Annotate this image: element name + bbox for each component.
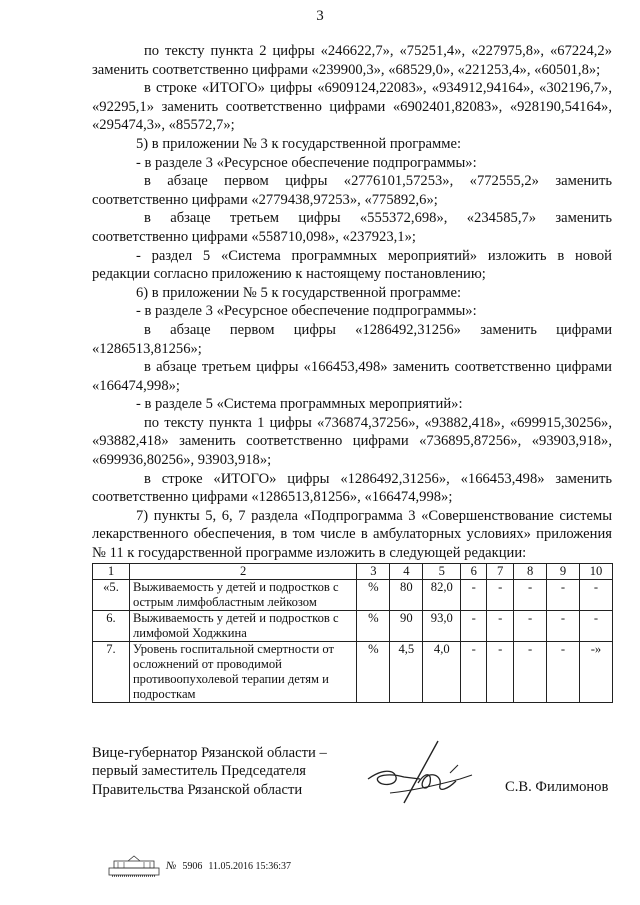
paragraph: - раздел 5 «Система программных мероприятий» изложить в новой редакции согласно приложению к настоящему постановлению; (92, 247, 612, 283)
table-cell: 90 (390, 611, 423, 642)
table-cell: 80 (390, 580, 423, 611)
header-cell: 10 (579, 564, 612, 580)
registration-datetime: 11.05.2016 15:36:37 (208, 860, 292, 872)
header-cell: 2 (129, 564, 357, 580)
table-cell: «5. (93, 580, 130, 611)
table-cell: - (547, 611, 580, 642)
position-line: Правительства Рязанской области (92, 781, 303, 798)
table-cell: 6. (93, 611, 130, 642)
paragraph: 7) пункты 5, 6, 7 раздела «Подпрограмма 3 «Совершенствование системы лекарственного обеспечения, в том числе в амбулаторных условиях» приложения № 11 к государственной программе изложить в следующей редакции: (92, 507, 612, 562)
registration-stamp (108, 855, 291, 877)
table-cell: - (461, 611, 487, 642)
paragraph: - в разделе 3 «Ресурсное обеспечение подпрограммы»: (136, 303, 477, 320)
table-cell: 93,0 (423, 611, 461, 642)
position-line: первый заместитель Председателя (92, 763, 307, 780)
paragraph: - в разделе 5 «Система программных мероприятий»: (136, 396, 463, 413)
table-cell: 7. (93, 642, 130, 703)
paragraph: - в разделе 3 «Ресурсное обеспечение подпрограммы»: (136, 154, 477, 171)
paragraph: по тексту пункта 2 цифры «246622,7», «75251,4», «227975,8», «67224,2» заменить соответственно цифрами «239900,3», «68529,0», «221253,4», «60501,8»; (92, 43, 612, 78)
table-cell: - (487, 580, 514, 611)
position-line: Вице-губернатор Рязанской области – (92, 745, 327, 761)
header-cell: 4 (390, 564, 423, 580)
paragraph: в абзаце первом цифры «1286492,31256» заменить цифрами «1286513,81256»; (92, 321, 612, 357)
amendment-table (92, 563, 613, 703)
paragraph: в строке «ИТОГО» цифры «1286492,31256», «166453,498» заменить соответственно цифрами «1286513,81256», «166474,998»; (92, 470, 612, 506)
table-cell: 4,0 (423, 642, 461, 703)
table-cell: -» (579, 642, 612, 703)
number-sign: № (166, 860, 177, 872)
table-cell: % (357, 642, 390, 703)
paragraph: 5) в приложении № 3 к государственной программе: (136, 135, 462, 152)
header-cell: 7 (487, 564, 514, 580)
table-cell: - (579, 611, 612, 642)
table-cell: Выживаемость у детей и подростков с острым лимфобластным лейкозом (129, 580, 357, 611)
paragraph: в строке «ИТОГО» цифры «6909124,22083», «934912,94164», «302196,7», «92295,1» заменить соответственно цифрами «6902401,82083», «928190,54164», «295474,3», «85572,7»; (92, 80, 612, 134)
document-body (92, 42, 612, 563)
table-row (93, 580, 613, 611)
table-cell: - (579, 580, 612, 611)
table-cell: 4,5 (390, 642, 423, 703)
table-cell: - (461, 642, 487, 703)
table-cell: 82,0 (423, 580, 461, 611)
table-cell: % (357, 580, 390, 611)
signatory-name: С.В. Филимонов (505, 779, 609, 795)
header-cell: 9 (547, 564, 580, 580)
paragraph: 6) в приложении № 5 к государственной программе: (136, 284, 462, 301)
table-cell: - (514, 611, 547, 642)
header-cell: 8 (514, 564, 547, 580)
paragraph: в абзаце третьем цифры «166453,498» заменить соответственно цифрами «166474,998»; (92, 359, 612, 394)
table-cell: - (514, 642, 547, 703)
table-cell: Уровень госпитальной смертности от осложнений от проводимой противоопухолевой терапии детям и подросткам (129, 642, 357, 703)
paragraph: по тексту пункта 1 цифры «736874,37256», «93882,418», «699915,30256», «93882,418» заменить соответственно цифрами «736895,87256», «93903,918», «699936,80256», 93903,918»; (92, 414, 612, 469)
table-cell: - (461, 580, 487, 611)
table-row (93, 642, 613, 703)
table-cell: - (547, 580, 580, 611)
signatory-position (92, 744, 327, 799)
handwritten-signature-icon (360, 735, 480, 815)
table-cell: Выживаемость у детей и подростков с лимфомой Ходжкина (129, 611, 357, 642)
paragraph: в абзаце третьем цифры «555372,698», «234585,7» заменить соответственно цифрами «558710,098», «237923,1»; (92, 210, 612, 245)
building-logo-icon (108, 855, 160, 877)
page-number: 3 (316, 8, 324, 24)
table-cell: - (487, 611, 514, 642)
header-cell: 3 (357, 564, 390, 580)
header-cell: 1 (93, 564, 130, 580)
table-row (93, 611, 613, 642)
table-cell: - (514, 580, 547, 611)
table-cell: - (487, 642, 514, 703)
table-cell: - (547, 642, 580, 703)
table-header-row (93, 564, 613, 580)
paragraph: в абзаце первом цифры «2776101,57253», «772555,2» заменить соответственно цифрами «2779438,97253», «775892,6»; (92, 173, 612, 208)
document-number: 5906 (182, 860, 203, 872)
header-cell: 6 (461, 564, 487, 580)
header-cell: 5 (423, 564, 461, 580)
table-cell: % (357, 611, 390, 642)
